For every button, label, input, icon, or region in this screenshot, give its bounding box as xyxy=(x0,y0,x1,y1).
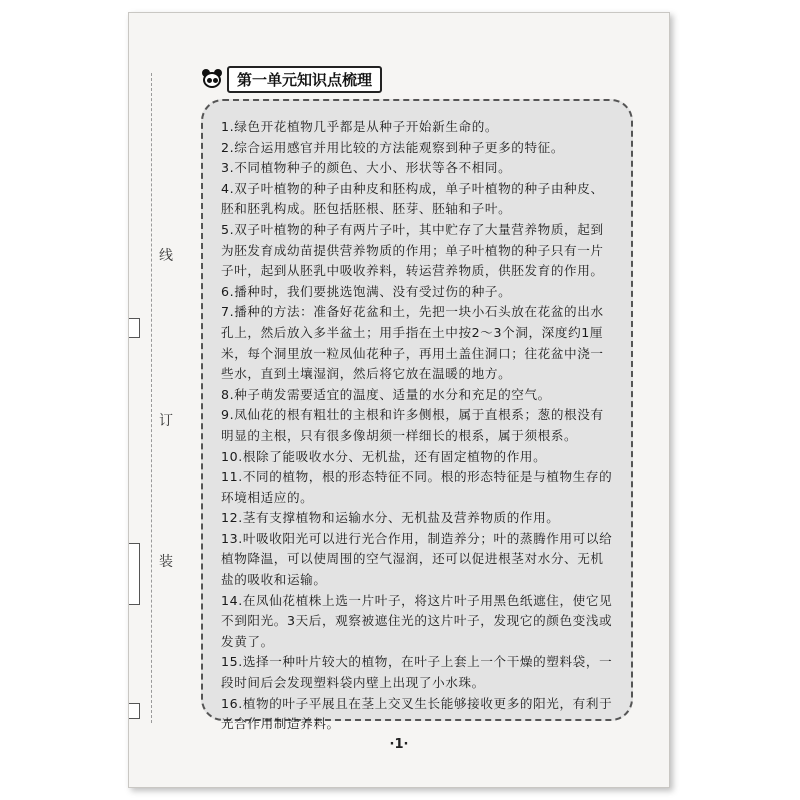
knowledge-point-item xyxy=(221,694,615,735)
section-heading xyxy=(201,66,382,92)
knowledge-points-panel xyxy=(201,99,633,732)
knowledge-point-item xyxy=(221,138,615,159)
knowledge-point-item xyxy=(221,282,615,303)
knowledge-point-item xyxy=(221,302,615,384)
item-number: 2. xyxy=(221,139,235,155)
item-number: 8. xyxy=(221,386,235,402)
binding-tab xyxy=(129,543,140,605)
knowledge-point-item xyxy=(221,220,615,282)
knowledge-point-item xyxy=(221,591,615,653)
item-number: 4. xyxy=(221,180,235,196)
section-title: 第一单元知识点梳理 xyxy=(227,66,382,93)
item-text: 不同植物种子的颜色、大小、形状等各不相同。 xyxy=(234,160,512,176)
item-text: 选择一种叶片较大的植物，在叶子上套上一个干燥的塑料袋，一段时间后会发现塑料袋内壁上出现了小水珠。 xyxy=(221,654,613,691)
knowledge-point-item xyxy=(221,117,615,138)
knowledge-point-item xyxy=(221,529,615,591)
knowledge-point-item xyxy=(221,405,615,446)
panda-icon xyxy=(201,68,223,90)
knowledge-point-item xyxy=(221,385,615,406)
item-text: 在凤仙花植株上选一片叶子，将这片叶子用黑色纸遮住，使它见不到阳光。3天后，观察被遮住光的这片叶子，发现它的颜色变浅或发黄了。 xyxy=(221,592,613,649)
binding-tab xyxy=(129,703,140,719)
item-text: 综合运用感官并用比较的方法能观察到种子更多的特征。 xyxy=(234,139,565,155)
item-text: 种子萌发需要适宜的温度、适量的水分和充足的空气。 xyxy=(234,386,551,402)
book-page xyxy=(128,12,670,788)
item-number: 14. xyxy=(221,592,243,608)
knowledge-point-item xyxy=(221,467,615,508)
item-text: 根除了能吸收水分、无机盐，还有固定植物的作用。 xyxy=(242,448,547,464)
binding-char-line: 线 xyxy=(159,248,173,264)
item-text: 双子叶植物的种子有两片子叶，其中贮存了大量营养物质，起到为胚发育成幼苗提供营养物质的作用；单子叶植物的种子只有一片子叶，起到从胚乳中吸收养料，转运营养物质，供胚发育的作用。 xyxy=(221,221,604,279)
item-number: 5. xyxy=(221,221,235,237)
item-text: 绿色开花植物几乎都是从种子开始新生命的。 xyxy=(234,119,499,134)
item-text: 叶吸收阳光可以进行光合作用，制造养分；叶的蒸腾作用可以给植物降温，可以使周围的空气湿润，还可以促进根茎对水分、无机盐的吸收和运输。 xyxy=(221,530,613,588)
knowledge-point-item xyxy=(221,158,615,179)
knowledge-point-item xyxy=(221,447,615,468)
item-text: 植物的叶子平展且在茎上交叉生长能够接收更多的阳光，有利于光合作用制造养料。 xyxy=(221,695,613,732)
item-number: 3. xyxy=(221,160,235,176)
item-number: 16. xyxy=(221,695,243,711)
item-number: 1. xyxy=(221,119,235,134)
binding-char-staple: 订 xyxy=(159,413,173,429)
knowledge-point-item xyxy=(221,652,615,693)
knowledge-point-item xyxy=(221,508,615,529)
item-text: 不同的植物，根的形态特征不同。根的形态特征是与植物生存的环境相适应的。 xyxy=(221,469,613,505)
item-number: 15. xyxy=(221,654,243,670)
item-number: 10. xyxy=(221,448,243,464)
item-number: 7. xyxy=(221,304,235,320)
item-text: 双子叶植物的种子由种皮和胚构成，单子叶植物的种子由种皮、胚和胚乳构成。胚包括胚根、胚芽、胚轴和子叶。 xyxy=(221,180,604,217)
item-number: 6. xyxy=(221,283,235,299)
item-number: 12. xyxy=(221,510,243,526)
item-text: 播种时，我们要挑选饱满、没有受过伤的种子。 xyxy=(234,283,512,299)
item-text: 茎有支撑植物和运输水分、无机盐及营养物质的作用。 xyxy=(242,510,560,526)
binding-cut-line xyxy=(151,73,152,723)
binding-tab xyxy=(129,318,140,338)
item-text: 播种的方法：准备好花盆和土，先把一块小石头放在花盆的出水孔上，然后放入多半盆土；用手指在土中按2～3个洞，深度约1厘米，每个洞里放一粒凤仙花种子，再用土盖住洞口；往花盆中浇一些水，直到土壤湿润，然后将它放在温暖的地方。 xyxy=(221,304,604,382)
knowledge-point-item xyxy=(221,179,615,220)
item-number: 11. xyxy=(221,469,243,485)
binding-char-bind: 装 xyxy=(159,554,173,570)
item-number: 9. xyxy=(221,407,235,423)
page-number: ·1· xyxy=(389,737,409,752)
item-number: 13. xyxy=(221,530,243,546)
knowledge-points-list xyxy=(221,117,615,735)
item-text: 凤仙花的根有粗壮的主根和许多侧根，属于直根系；葱的根没有明显的主根，只有很多像胡须一样细长的根系，属于须根系。 xyxy=(221,407,604,443)
